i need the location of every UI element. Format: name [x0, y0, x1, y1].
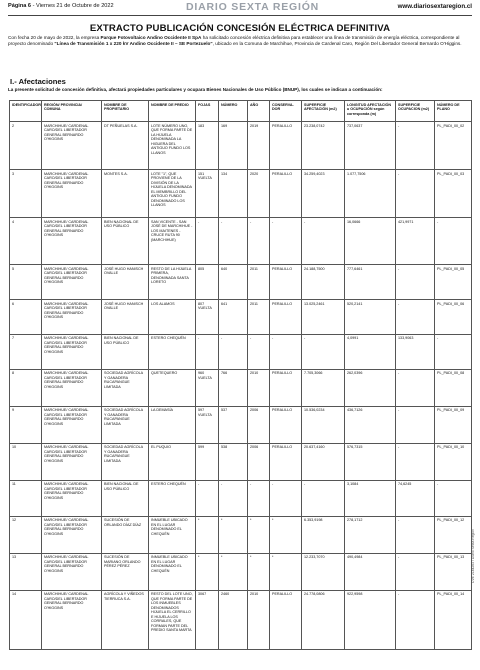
table-cell: RESTO DEL LOTE UNO, QUE FORMA PARTE DE LOS INMUEBLES DENOMINADOS HIJUELA EL CERRILLO E HIJUELA LOS CORRALES, QUE FORMAN PARTE DEL PREDIO SANTA MARTA [149, 590, 196, 649]
table-cell: 4,0991 [345, 334, 396, 369]
table-cell: PERALILLO [270, 406, 302, 443]
table-cell: 23.238,0742 [302, 122, 345, 170]
table-cell: 922,9598 [345, 590, 396, 649]
table-cell: 520,2141 [345, 300, 396, 335]
table-cell: 3 [10, 170, 42, 218]
header-row [10, 101, 472, 122]
table-cell: 960 VUELTA [196, 369, 219, 406]
table-cell: SAN VICENTE - SAN JOSÉ DE MARCHIHUE - LOS MAITENES - CRUCE RUTA 90 (MARCHIHUE) [149, 218, 196, 265]
table-cell: MARCHIHUE/ CARDENAL CARO/DEL LIBERTADOR GENERAL BERNARDO O'HIGGINS [42, 553, 102, 590]
table-cell: PL_PADI_00_12 [435, 516, 472, 553]
table-cell: - [396, 590, 435, 649]
table-cell: * [196, 553, 219, 590]
table-cell: 641 [219, 300, 248, 335]
table-cell: PERALILLO [270, 300, 302, 335]
table-cell: BIEN NACIONAL DE USO PÚBLICO [102, 480, 149, 516]
table-cell: - [396, 553, 435, 590]
table-cell: SUCESIÓN DE MARIANO ORLANDO PÉREZ PÉREZ [102, 553, 149, 590]
table-cell: 74,6245 [396, 480, 435, 516]
table-cell: 805 [196, 265, 219, 300]
table-cell: 807 VUELTA [196, 300, 219, 335]
table-row [10, 122, 472, 170]
table-cell: MARCHIHUE/ CARDENAL CARO/DEL LIBERTADOR GENERAL BERNARDO O'HIGGINS [42, 369, 102, 406]
table-cell: 34.259,4023 [302, 170, 345, 218]
table-cell: * [248, 553, 270, 590]
table-cell: PL_PADI_00_10 [435, 443, 472, 480]
table-cell: MARCHIHUE/ CARDENAL CARO/DEL LIBERTADOR GENERAL BERNARDO O'HIGGINS [42, 406, 102, 443]
table-cell: 2006 [248, 443, 270, 480]
table-cell: PERALILLO [270, 369, 302, 406]
table-cell: 278,1712 [345, 516, 396, 553]
notice-title: EXTRACTO PUBLICACIÓN CONCESIÓN ELÉCTRICA DEFINITIVA [89, 23, 391, 34]
table-cell: - [396, 300, 435, 335]
table-cell: - [270, 334, 302, 369]
table-cell: MARCHIHUE/ CARDENAL CARO/DEL LIBERTADOR GENERAL BERNARDO O'HIGGINS [42, 265, 102, 300]
table-cell: - [435, 334, 472, 369]
table-cell: 13.025,2461 [302, 300, 345, 335]
table-cell: 2020 [248, 170, 270, 218]
table-cell: 1.077,7506 [345, 170, 396, 218]
table-cell: MARCHIHUE/ CARDENAL CARO/DEL LIBERTADOR GENERAL BERNARDO O'HIGGINS [42, 516, 102, 553]
table-row [10, 516, 472, 553]
table-cell: 262,0396 [345, 369, 396, 406]
table-cell: LA DEMASÍA [149, 406, 196, 443]
table-cell: - [396, 265, 435, 300]
table-cell: AGRÍCOLA Y VIÑEDOS TIERRUCA S.A. [102, 590, 149, 649]
table-cell: QUETEQUERO [149, 369, 196, 406]
table-row [10, 590, 472, 649]
table-cell: 11 [10, 480, 42, 516]
table-cell: 2010 [248, 369, 270, 406]
column-header: NÚMERO [219, 101, 248, 122]
column-header: CONSERVA-DOR [270, 101, 302, 122]
column-header: NÚMERO DE PLANO [435, 101, 472, 122]
table-cell: LOS ALAMOS [149, 300, 196, 335]
table-cell: MARCHIHUE/ CARDENAL CARO/DEL LIBERTADOR GENERAL BERNARDO O'HIGGINS [42, 300, 102, 335]
section-lead: La presente solicitud de concesión definitiva, afectará propiedades particulares y ocupara Bienes Nacionales de Uso Público (BNUP), los cuales se indican a continuación: [8, 87, 383, 92]
page-number: Página 6 [8, 3, 32, 9]
column-header: REGIÓN/ PROVINCIA/ COMUNA [42, 101, 102, 122]
table-cell: 151 VUELTA [196, 170, 219, 218]
table-cell: - [396, 369, 435, 406]
table-cell: 3,1084 [345, 480, 396, 516]
table-row [10, 443, 472, 480]
table-cell: RESTO DE LA HIJUELA PRIMERA, DENOMINADA SANTA LORETO [149, 265, 196, 300]
intro-text-1: Con fecha 20 de mayo de 2022, la empresa [8, 35, 101, 40]
table-cell: 4 [10, 218, 42, 265]
table-cell: * [270, 553, 302, 590]
table-cell: LOTE "1", QUE PROVIENE DE LA DIVISIÓN DE LA HIJUELA DENOMINADA EL MEMBRILLO DEL ANTIGUO FUNDO DENOMINADO LOS LLANOS [149, 170, 196, 218]
table-cell: - [219, 218, 248, 265]
table-cell: BIEN NACIONAL DE USO PÚBLICO [102, 334, 149, 369]
table-cell: 10.536,0234 [302, 406, 345, 443]
table-cell: - [396, 443, 435, 480]
table-cell: JOSÉ HUGO HANISCH OVALLE [102, 300, 149, 335]
table-row [10, 406, 472, 443]
table-cell: 640 [219, 265, 248, 300]
table-cell: 490,4984 [345, 553, 396, 590]
table-cell: 436,7126 [345, 406, 396, 443]
table-cell: 421,9971 [396, 218, 435, 265]
table-cell: PL_PADI_00_14 [435, 590, 472, 649]
table-cell: 6 [10, 300, 42, 335]
intro-company: Parque Fotovoltaico Andino Occidente II SpA [100, 35, 202, 40]
table-cell: * [270, 516, 302, 553]
table-cell: PERALILLO [270, 265, 302, 300]
intro-text-3: , ubicado en la Comuna de Marchihue, Provincia de Cardenal Caro, Región Del Libertador General Bernardo O'Higgins. [212, 41, 462, 47]
table-cell: PERALILLO [270, 170, 302, 218]
table-cell: PL_PADI_00_13 [435, 553, 472, 590]
table-cell: - [219, 480, 248, 516]
table-cell: 183 [196, 122, 219, 170]
table-cell: 7.705,3066 [302, 369, 345, 406]
table-cell: 2 [10, 122, 42, 170]
table-cell: 777,6461 [345, 265, 396, 300]
column-header: NOMBRE DE PROPIETARIO [102, 101, 149, 122]
table-cell: SOCIEDAD AGRÍCOLA Y GANADERA RUCAPANGUE LIMITADA [102, 369, 149, 406]
table-cell: PL_PADI_00_08 [435, 369, 472, 406]
table-cell: MONTES S.A. [102, 170, 149, 218]
intro-text-2: ha solicitado concesión eléctrica definitiva para establecer una línea de transmisión de energía eléctrica, correspondiente al proyecto denominado [8, 35, 460, 47]
table-cell: INMUEBLE UBICADO EN EL LUGAR DENOMINADO EL CHEQUÉN [149, 553, 196, 590]
side-code-text: CVE 2144263 / Diario Sexta Región [471, 528, 475, 584]
newspaper-brand: DIARIO SEXTA REGIÓN [186, 1, 320, 13]
table-cell: PL_PADI_00_03 [435, 170, 472, 218]
column-header: IDENTIFICADOR [10, 101, 42, 122]
table-row [10, 369, 472, 406]
table-cell: ESTERO CHEQUÉN [149, 334, 196, 369]
table-cell: - [270, 218, 302, 265]
table-head [10, 101, 472, 122]
table-cell: INMUEBLE UBICADO EN EL LUGAR DENOMINADO EL CHEQUÉN [149, 516, 196, 553]
table-cell: 3067 [196, 590, 219, 649]
table-cell: - [270, 480, 302, 516]
table-cell: 737,0637 [345, 122, 396, 170]
table-body [10, 122, 472, 650]
table-cell: 2011 [248, 265, 270, 300]
table-cell: PL_PADI_00_06 [435, 300, 472, 335]
table-cell: PL_PADI_00_09 [435, 406, 472, 443]
table-cell: - [396, 406, 435, 443]
table-cell: - [248, 480, 270, 516]
table-cell: 766 [219, 369, 248, 406]
table-cell: MARCHIHUE/ CARDENAL CARO/DEL LIBERTADOR GENERAL BERNARDO O'HIGGINS [42, 480, 102, 516]
section-title: I.- Afectaciones [10, 77, 66, 86]
newspaper-url[interactable]: www.diariosextaregion.cl [397, 3, 472, 10]
table-cell: - [302, 334, 345, 369]
affectations-table [9, 100, 472, 650]
table-cell: 8 [10, 369, 42, 406]
table-cell: 169 [219, 122, 248, 170]
table-cell: 13 [10, 553, 42, 590]
table-cell: 24.188,7500 [302, 265, 345, 300]
table-cell: 6.353,9198 [302, 516, 345, 553]
table-cell: MARCHIHUE/ CARDENAL CARO/DEL LIBERTADOR GENERAL BERNARDO O'HIGGINS [42, 218, 102, 265]
table-cell: EL PUQUIO [149, 443, 196, 480]
table-cell: - [435, 218, 472, 265]
publication-date: Viernes 21 de Octubre de 2022 [36, 3, 114, 9]
table-cell: 12.233,7070 [302, 553, 345, 590]
table-cell: SOCIEDAD AGRÍCOLA Y GANADERA RUCAPANGUE LIMITADA [102, 406, 149, 443]
table-cell: - [435, 480, 472, 516]
table-cell: 2006 [248, 406, 270, 443]
table-cell: SUCESIÓN DE ORLANDO DÍAZ DÍAZ [102, 516, 149, 553]
table-cell: SOCIEDAD AGRÍCOLA Y GANADERA RUCAPANGUE LIMITADA [102, 443, 149, 480]
table-cell: - [248, 218, 270, 265]
column-header: AÑO [248, 101, 270, 122]
table-cell: PERALILLO [270, 590, 302, 649]
table-cell: BIEN NACIONAL DE USO PÚBLICO [102, 218, 149, 265]
table-cell: MARCHIHUE/ CARDENAL CARO/DEL LIBERTADOR GENERAL BERNARDO O'HIGGINS [42, 334, 102, 369]
table-row [10, 300, 472, 335]
table-cell: - [196, 218, 219, 265]
table-cell: 2010 [248, 590, 270, 649]
table-cell: 14 [10, 590, 42, 649]
table-cell: - [396, 122, 435, 170]
table-cell: PERALILLO [270, 122, 302, 170]
table-cell: ESTERO CHEQUÉN [149, 480, 196, 516]
table-cell: MARCHIHUE/ CARDENAL CARO/DEL LIBERTADOR GENERAL BERNARDO O'HIGGINS [42, 170, 102, 218]
table-cell: - [196, 334, 219, 369]
table-row [10, 265, 472, 300]
table-cell: * [219, 516, 248, 553]
table-row [10, 218, 472, 265]
table-row [10, 170, 472, 218]
intro-project: "Línea de Transmisión 1 x 220 kV Andino Occidente II – SE Portezuelo" [54, 41, 213, 47]
table-cell: 5 [10, 265, 42, 300]
table-cell: - [302, 480, 345, 516]
table-cell: MARCHIHUE/ CARDENAL CARO/DEL LIBERTADOR GENERAL BERNARDO O'HIGGINS [42, 443, 102, 480]
table-cell: 16,0666 [345, 218, 396, 265]
side-code [469, 470, 475, 650]
page-info: Página 6 - Viernes 21 de Octubre de 2022 [8, 3, 114, 9]
table-cell: 2460 [219, 590, 248, 649]
table-cell: MARCHIHUE/ CARDENAL CARO/DEL LIBERTADOR GENERAL BERNARDO O'HIGGINS [42, 122, 102, 170]
table-cell: 2019 [248, 122, 270, 170]
table-cell: 537 [219, 406, 248, 443]
table-cell: PL_PADI_00_05 [435, 265, 472, 300]
table-cell: 9 [10, 406, 42, 443]
table-cell: 133,9063 [396, 334, 435, 369]
notice-intro [8, 35, 474, 48]
table-cell: 597 VUELTA [196, 406, 219, 443]
column-header: SUPERFICIE OCUPACION (m2) [396, 101, 435, 122]
table-cell: 24.778,0806 [302, 590, 345, 649]
table-cell: LOTE NÚMERO UNO, QUE FORMA PARTE DE LA HIJUELA DENOMINADA LA HIGUERA DEL ANTIGUO FUNDO LOS LLANOS [149, 122, 196, 170]
table-row [10, 480, 472, 516]
table-cell: 134 [219, 170, 248, 218]
table-cell: PERALILLO [270, 443, 302, 480]
column-header: NOMBRE DE PREDIO [149, 101, 196, 122]
table-cell: - [302, 218, 345, 265]
column-header: LONGITUD AFECTACIÓN u OCUPACIÓN según corresponda (m) [345, 101, 396, 122]
page-header [8, 2, 472, 16]
table-cell: 576,7315 [345, 443, 396, 480]
table-row [10, 334, 472, 369]
table-cell: 599 [196, 443, 219, 480]
column-header: SUPERFICIE AFECTACIÓN (m2) [302, 101, 345, 122]
table-cell: - [396, 516, 435, 553]
table-cell: MARCHIHUE/ CARDENAL CARO/DEL LIBERTADOR GENERAL BERNARDO O'HIGGINS [42, 590, 102, 649]
table-row [10, 553, 472, 590]
table-cell: 20.637,4160 [302, 443, 345, 480]
table-cell: * [248, 516, 270, 553]
table-cell: 10 [10, 443, 42, 480]
table-cell: JOSÉ HUGO HANISCH OVALLE [102, 265, 149, 300]
table-cell: 538 [219, 443, 248, 480]
table-cell: DT PEÑUELAS S.A. [102, 122, 149, 170]
table-cell: - [219, 334, 248, 369]
table-cell: * [196, 516, 219, 553]
table-cell: - [196, 480, 219, 516]
column-header: FOJAS [196, 101, 219, 122]
table-cell: 12 [10, 516, 42, 553]
table-cell: PL_PADI_00_02 [435, 122, 472, 170]
table-cell: 7 [10, 334, 42, 369]
table-cell: - [248, 334, 270, 369]
table-cell: - [396, 170, 435, 218]
table-cell: 2011 [248, 300, 270, 335]
table-cell: * [219, 553, 248, 590]
